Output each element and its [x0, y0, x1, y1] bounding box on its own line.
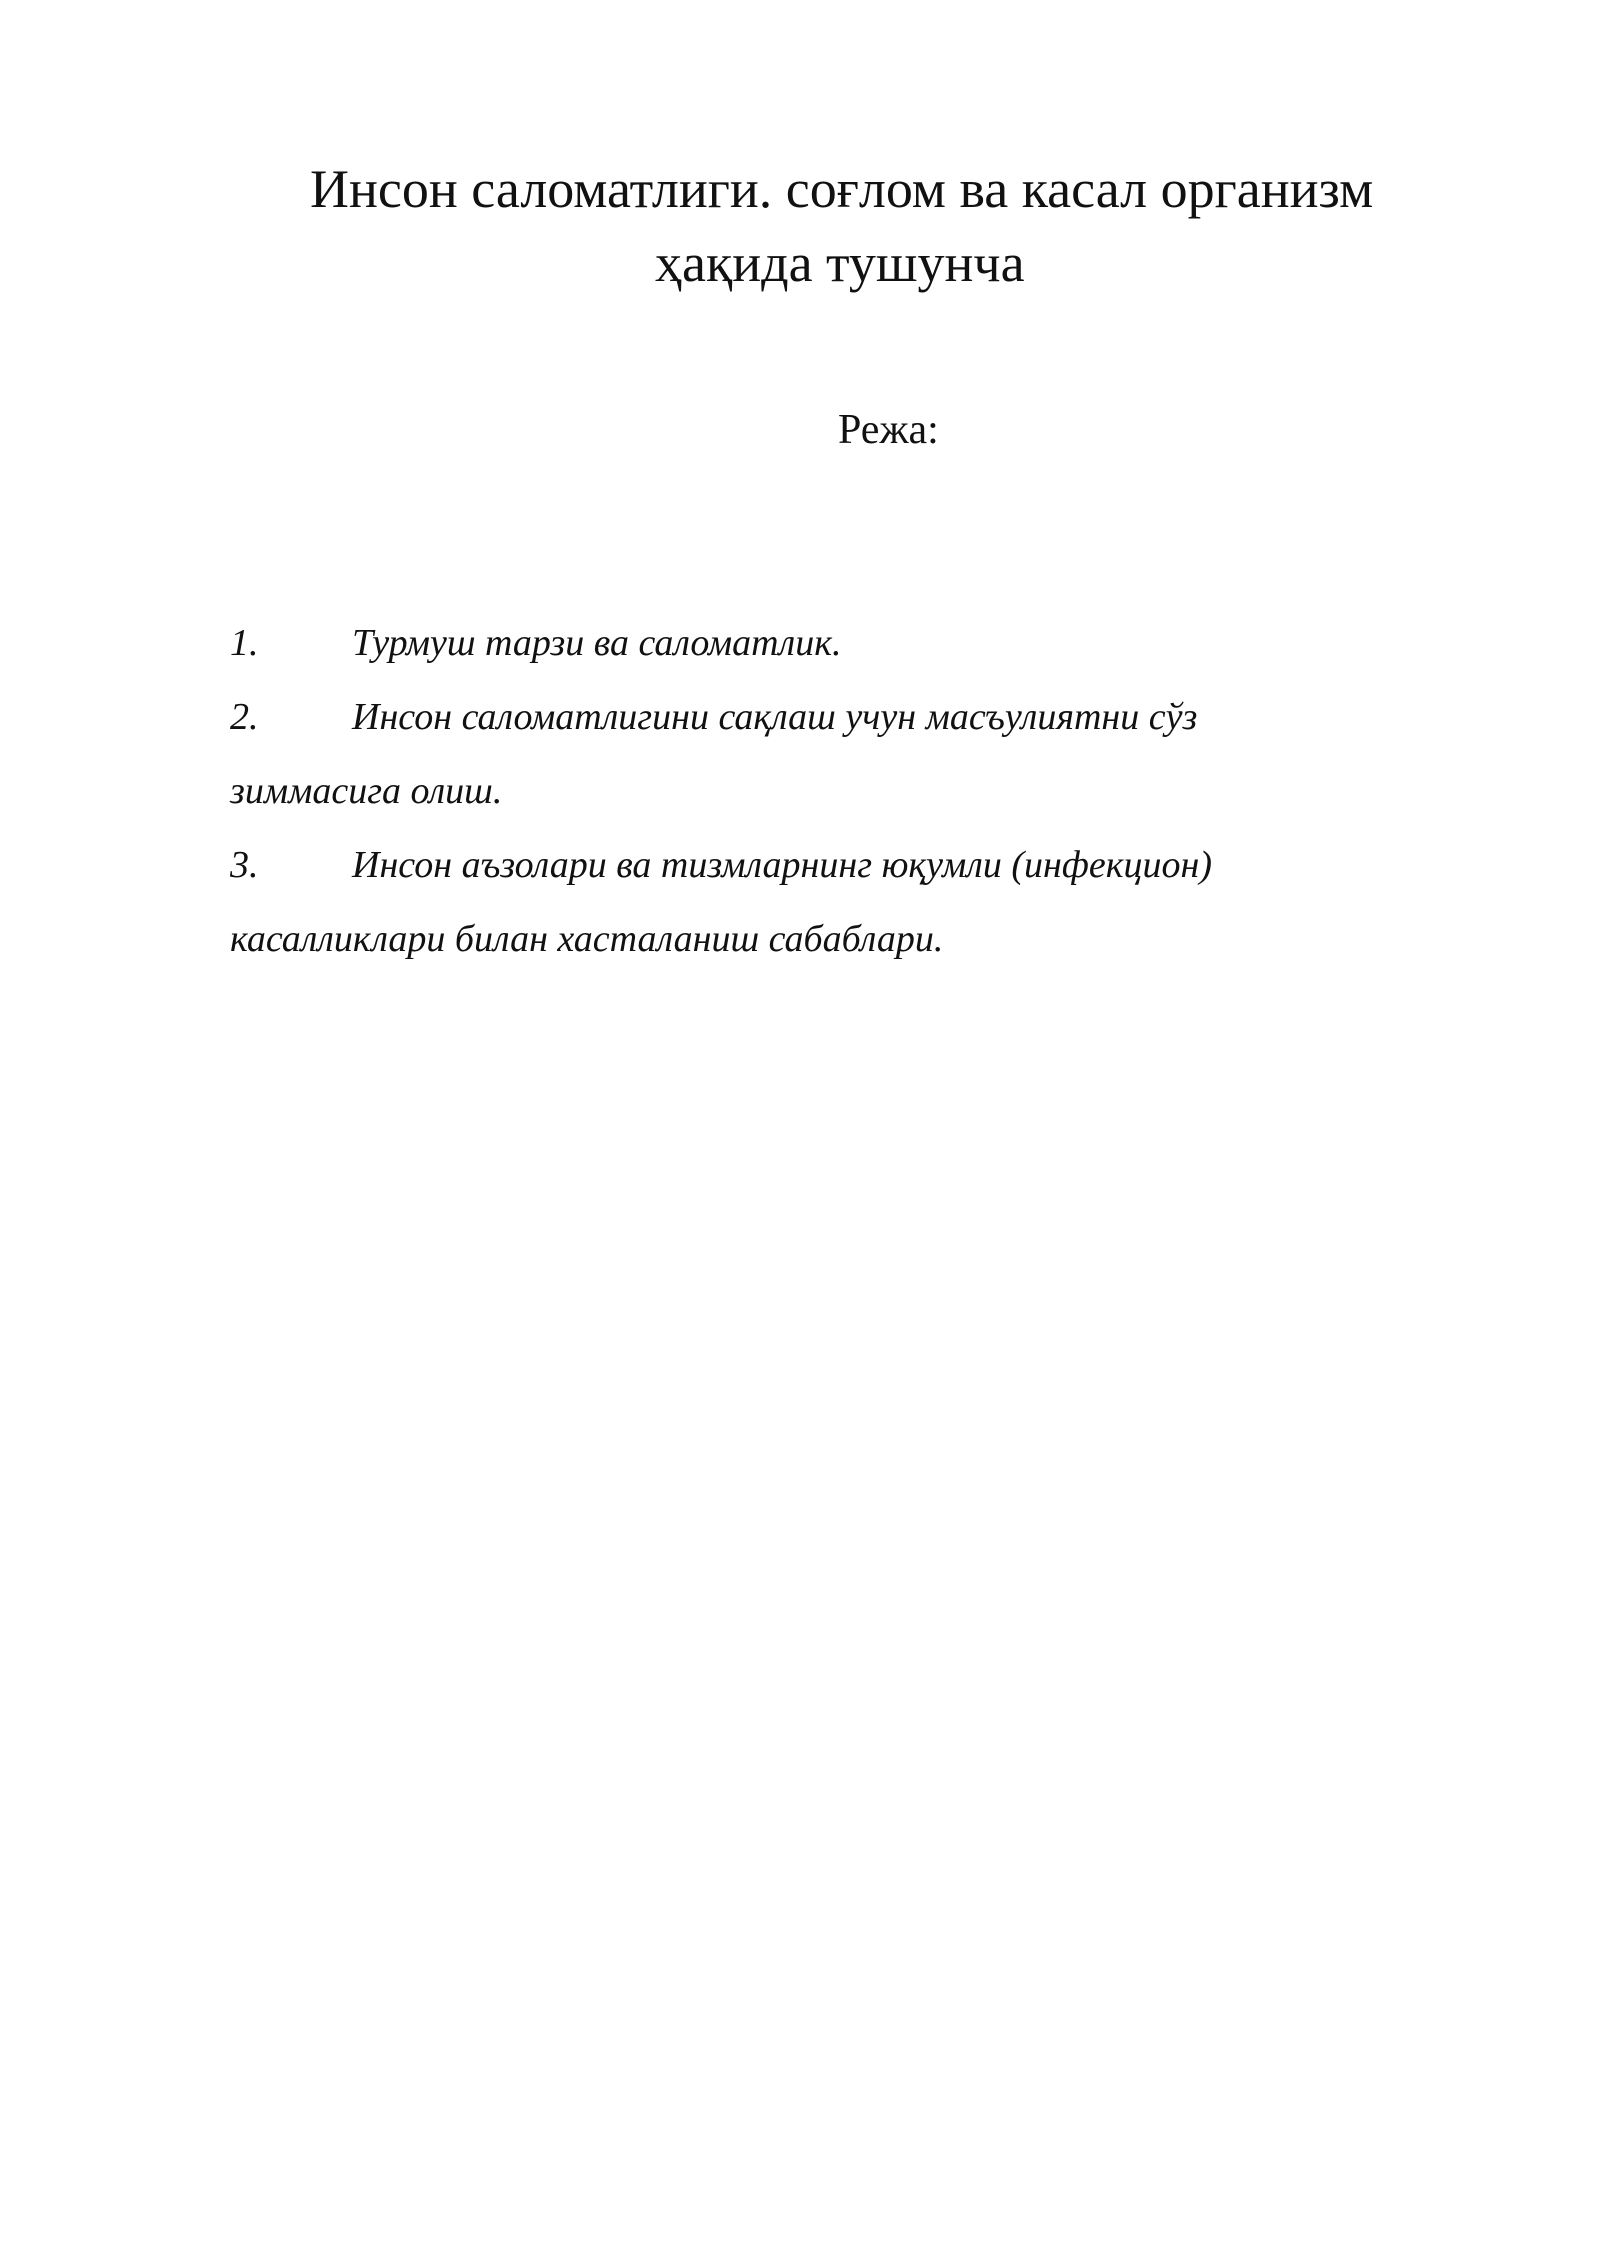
- plan-item-continuation: касалликлари билан хасталаниш сабаблари.: [230, 918, 944, 960]
- document-title: [300, 152, 1500, 300]
- plan-item-number: 2.: [230, 696, 259, 738]
- plan-item-text: Инсон саломатлигини сақлаш учун масъулиятни сўз: [352, 696, 1198, 738]
- plan-item-1: [230, 606, 1430, 680]
- plan-item-continuation: зиммасига олиш.: [230, 770, 503, 812]
- plan-item-number: 3.: [230, 844, 259, 886]
- document-title-line-1: Инсон саломатлиги. соғлом ва касал организм: [310, 159, 1374, 219]
- plan-heading: Режа:: [838, 407, 939, 453]
- plan-item-text: Инсон аъзолари ва тизмларнинг юқумли (инфекцион): [352, 844, 1213, 886]
- plan-item-number: 1.: [230, 622, 259, 664]
- plan-list: [230, 606, 1430, 976]
- plan-item-3: [230, 828, 1430, 976]
- plan-item-text: Турмуш тарзи ва саломатлик.: [352, 622, 842, 664]
- document-title-line-2: ҳақида тушунча: [655, 233, 1025, 293]
- plan-item-2: [230, 680, 1430, 828]
